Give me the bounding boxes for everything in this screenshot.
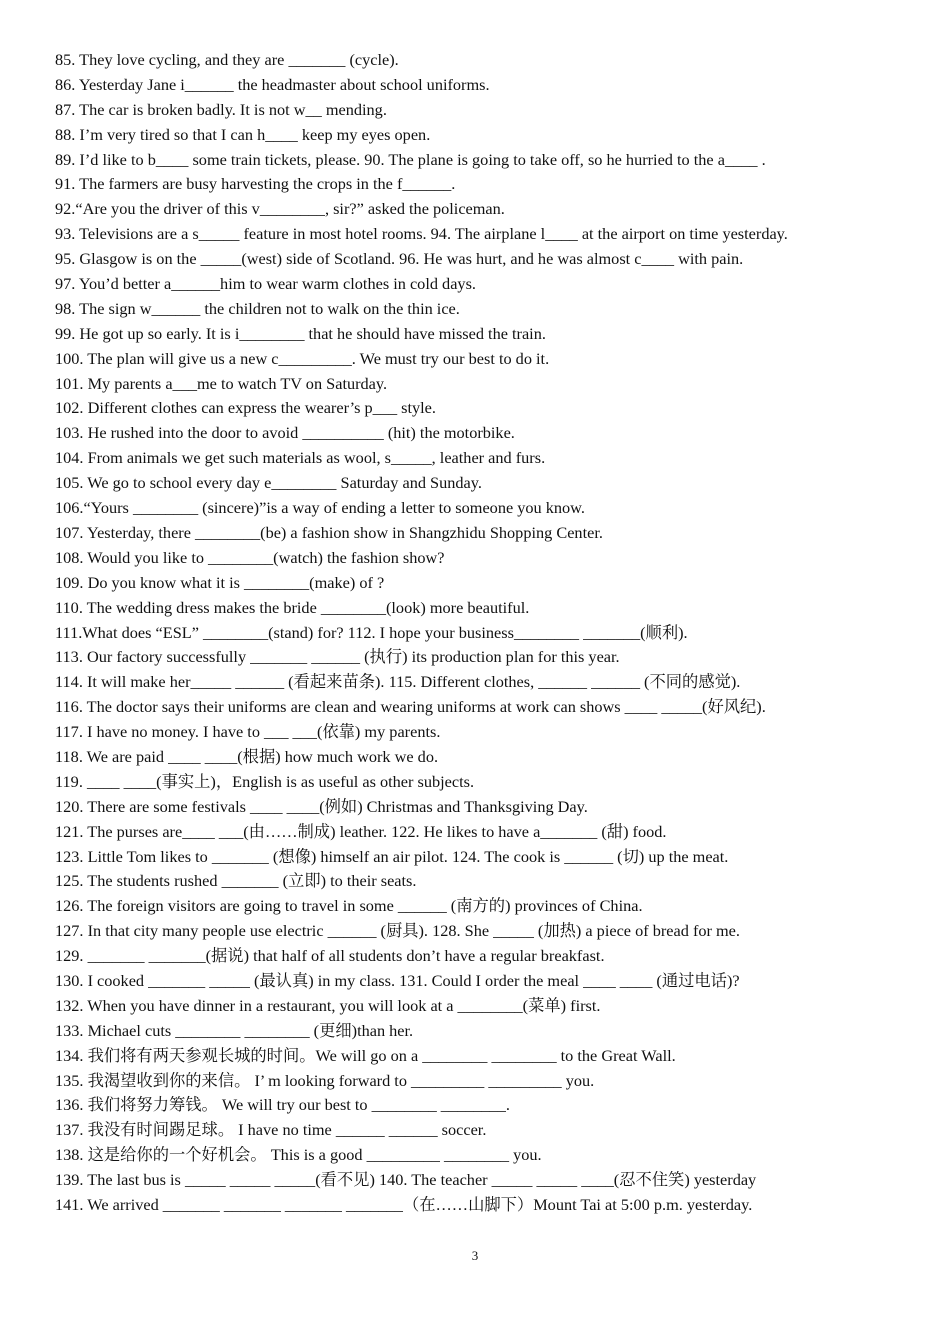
exercise-line: 141. We arrived _______ _______ _______ _______（在……山脚下）Mount Tai at 5:00 p.m. yesterday. [55, 1194, 753, 1214]
exercise-line: 97. You’d better a______him to wear warm clothes in cold days. [55, 274, 476, 294]
exercise-line: 111.What does “ESL” ________(stand) for? 112. I hope your business________ _______(顺利). [55, 622, 688, 642]
exercise-line: 132. When you have dinner in a restaurant, you will look at a ________(菜单) first. [55, 995, 601, 1015]
exercise-line: 133. Michael cuts ________ ________ (更细)than her. [55, 1020, 414, 1040]
exercise-line: 105. We go to school every day e________ Saturday and Sunday. [55, 473, 482, 493]
exercise-line: 108. Would you like to ________(watch) the fashion show? [55, 547, 445, 567]
exercise-line: 118. We are paid ____ ____(根据) how much work we do. [55, 746, 439, 766]
exercise-line: 138. 这是给你的一个好机会。 This is a good _________ ________ you. [55, 1145, 542, 1165]
exercise-line: 106.“Yours ________ (sincere)”is a way of ending a letter to someone you know. [55, 498, 585, 518]
exercise-line: 134. 我们将有两天参观长城的时间。We will go on a ________ ________ to the Great Wall. [55, 1045, 676, 1065]
exercise-line: 123. Little Tom likes to _______ (想像) himself an air pilot. 124. The cook is ______ (切) up the meat. [55, 846, 729, 866]
exercise-line: 129. _______ _______(据说) that half of all students don’t have a regular breakfast. [55, 946, 605, 966]
exercise-line: 139. The last bus is _____ _____ _____(看不见) 140. The teacher _____ _____ ____(忍不住笑) yesterday [55, 1170, 757, 1190]
exercise-line: 109. Do you know what it is ________(make) of ? [55, 572, 385, 592]
exercise-line: 113. Our factory successfully _______ ______ (执行) its production plan for this year. [55, 647, 620, 667]
exercise-line: 137. 我没有时间踢足球。 I have no time ______ ______ soccer. [55, 1120, 487, 1140]
exercise-page [55, 48, 895, 1218]
exercise-line: 110. The wedding dress makes the bride ________(look) more beautiful. [55, 597, 530, 617]
exercise-line: 130. I cooked _______ _____ (最认真) in my class. 131. Could I order the meal ____ ____ (通过电话)? [55, 970, 740, 990]
exercise-line: 87. The car is broken badly. It is not w__ mending. [55, 99, 387, 119]
exercise-line: 89. I’d like to b____ some train tickets, please. 90. The plane is going to take off, so he hurried to the a____ . [55, 149, 766, 169]
exercise-line: 101. My parents a___me to watch TV on Saturday. [55, 373, 388, 393]
exercise-line: 99. He got up so early. It is i________ that he should have missed the train. [55, 323, 546, 343]
exercise-line: 119. ____ ____(事实上)，English is as useful as other subjects. [55, 771, 475, 791]
exercise-line: 95. Glasgow is on the _____(west) side of Scotland. 96. He was hurt, and he was almost c____ with pain. [55, 249, 744, 269]
exercise-line: 103. He rushed into the door to avoid __________ (hit) the motorbike. [55, 423, 515, 443]
exercise-line: 100. The plan will give us a new c_________. We must try our best to do it. [55, 348, 550, 368]
exercise-line: 127. In that city many people use electric ______ (厨具). 128. She _____ (加热) a piece of bread for me. [55, 921, 740, 941]
exercise-line: 120. There are some festivals ____ ____(例如) Christmas and Thanksgiving Day. [55, 796, 588, 816]
exercise-line: 116. The doctor says their uniforms are clean and wearing uniforms at work can shows ____ _____(好风纪). [55, 697, 766, 717]
exercise-line: 125. The students rushed _______ (立即) to their seats. [55, 871, 417, 891]
exercise-line: 91. The farmers are busy harvesting the crops in the f______. [55, 174, 456, 194]
exercise-line: 92.“Are you the driver of this v________, sir?” asked the policeman. [55, 199, 505, 219]
exercise-line: 104. From animals we get such materials as wool, s_____, leather and furs. [55, 448, 546, 468]
exercise-line: 114. It will make her_____ ______ (看起来苗条). 115. Different clothes, ______ ______ (不同的感觉). [55, 672, 741, 692]
exercise-line: 85. They love cycling, and they are _______ (cycle). [55, 50, 399, 69]
exercise-line: 117. I have no money. I have to ___ ___(依靠) my parents. [55, 722, 441, 742]
exercise-line: 102. Different clothes can express the wearer’s p___ style. [55, 398, 436, 418]
exercise-line: 121. The purses are____ ___(由……制成) leather. 122. He likes to have a_______ (甜) food. [55, 821, 667, 841]
exercise-line: 135. 我渴望收到你的来信。 I’ m looking forward to _________ _________ you. [55, 1070, 595, 1090]
exercise-line: 88. I’m very tired so that I can h____ keep my eyes open. [55, 124, 431, 144]
page-number: 3 [471, 1248, 479, 1263]
exercise-line: 86. Yesterday Jane i______ the headmaster about school uniforms. [55, 74, 490, 94]
exercise-line: 136. 我们将努力筹钱。 We will try our best to ________ ________. [55, 1095, 510, 1115]
exercise-line: 98. The sign w______ the children not to walk on the thin ice. [55, 298, 460, 318]
exercise-line: 107. Yesterday, there ________(be) a fashion show in Shangzhidu Shopping Center. [55, 522, 603, 542]
exercise-line: 126. The foreign visitors are going to travel in some ______ (南方的) provinces of China. [55, 896, 643, 916]
exercise-line: 93. Televisions are a s_____ feature in most hotel rooms. 94. The airplane l____ at the airport on time yesterday. [55, 224, 788, 244]
